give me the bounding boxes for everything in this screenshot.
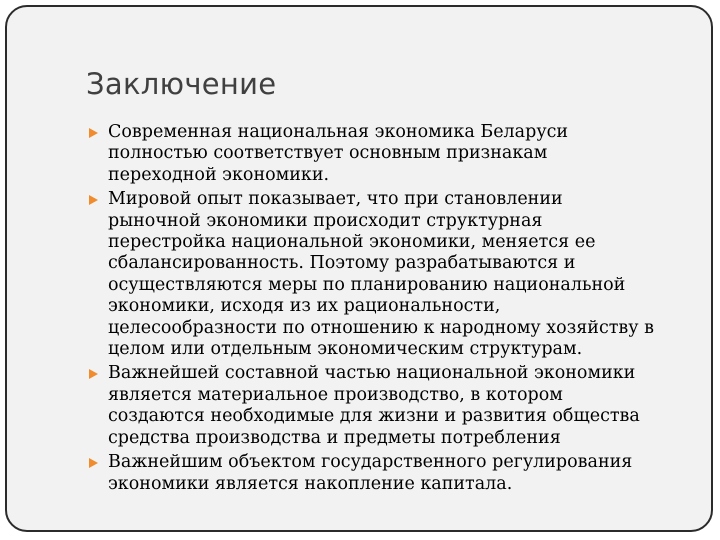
bullet-marker-icon: [89, 128, 98, 138]
bullet-text: Важнейшей составной частью национальной экономики является материальное производство, в котором создаются необходимые для жизни и развития общества средства производства и предметы потребления: [108, 363, 640, 448]
bullet-item: [88, 189, 703, 360]
bullet-text: Мировой опыт показывает, что при становлении рыночной экономики происходит структурная перестройка национальной экономики, меняется ее сбалансированность. Поэтому разрабатываются и осуществляются меры по планированию национальной экономики, исходя из их рациональности, целесообразности по отношению к народному хозяйству в целом или отдельным экономическим структурам.: [108, 189, 654, 360]
bullet-text: Современная национальная экономика Беларуси полностью соответствует основным признакам переходной экономики.: [108, 122, 569, 185]
bullet-marker-icon: [89, 458, 98, 468]
bullet-marker-icon: [89, 369, 98, 379]
bullet-item: [88, 122, 703, 186]
bullet-item: [88, 452, 703, 495]
bullet-marker-icon: [89, 195, 98, 205]
bullet-list: [88, 122, 703, 498]
slide-title: Заключение: [86, 67, 277, 101]
bullet-text: Важнейшим объектом государственного регулирования экономики является накопление капитала.: [108, 452, 633, 494]
bullet-item: [88, 363, 703, 449]
slide-frame: [5, 5, 713, 532]
